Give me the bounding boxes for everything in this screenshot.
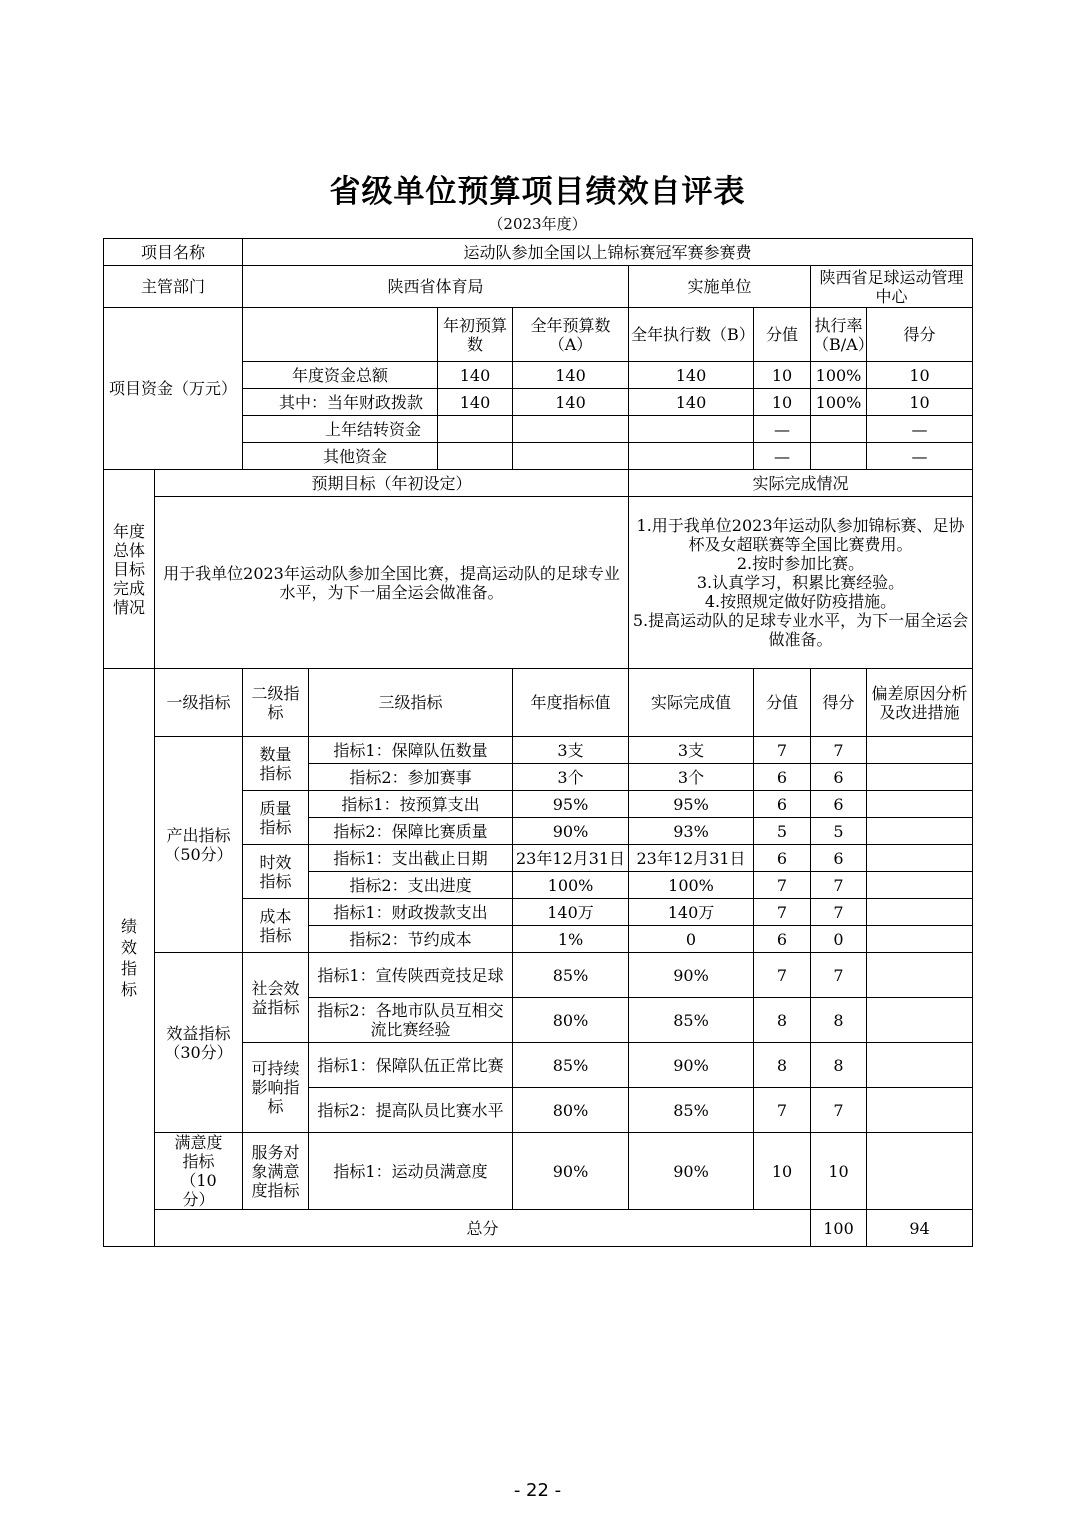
perf-label: 绩效指标	[104, 669, 155, 1247]
fund-cell: 140	[513, 389, 629, 416]
goals-actual-line: 2.按时参加比赛。	[736, 554, 865, 573]
perf-item-target: 140万	[513, 899, 629, 926]
total-label: 总分	[155, 1210, 811, 1247]
fund-cell: —	[754, 443, 811, 470]
fund-cell: 10	[867, 362, 973, 389]
perf-group-satisfaction: 满意度指标（10分）	[155, 1133, 243, 1210]
goals-actual-line: 3.认真学习，积累比赛经验。	[696, 573, 905, 592]
perf-item-actual: 100%	[629, 872, 754, 899]
perf-item-target: 80%	[513, 998, 629, 1043]
perf-item-actual: 93%	[629, 818, 754, 845]
perf-item-score: 7	[754, 872, 811, 899]
perf-sub-quality: 质量指标	[243, 791, 309, 845]
self-evaluation-table	[103, 238, 973, 1247]
perf-item-deviation	[867, 791, 973, 818]
fund-cell: —	[867, 416, 973, 443]
perf-header-got: 得分	[811, 669, 867, 737]
perf-item-target: 90%	[513, 1133, 629, 1210]
perf-header-level1: 一级指标	[155, 669, 243, 737]
perf-group-output: 产出指标（50分）	[155, 737, 243, 953]
fund-cell	[629, 416, 754, 443]
perf-item-name: 指标1：保障队伍正常比赛	[309, 1043, 513, 1088]
fund-header-got: 得分	[867, 308, 973, 362]
perf-item-got: 6	[811, 791, 867, 818]
fund-header-rate: 执行率（B/A）	[811, 308, 867, 362]
perf-item-name: 指标2：节约成本	[309, 926, 513, 953]
fund-header-executed: 全年执行数（B）	[629, 308, 754, 362]
perf-item-got: 6	[811, 845, 867, 872]
fund-cell	[513, 443, 629, 470]
perf-item-actual: 85%	[629, 998, 754, 1043]
perf-item-got: 8	[811, 1043, 867, 1088]
perf-item-got: 5	[811, 818, 867, 845]
fund-row-label: 其中：当年财政拨款	[243, 389, 438, 416]
perf-item-deviation	[867, 872, 973, 899]
fund-cell	[513, 416, 629, 443]
perf-item-name: 指标1：支出截止日期	[309, 845, 513, 872]
goals-actual-header: 实际完成情况	[629, 470, 973, 497]
perf-item-target: 85%	[513, 1043, 629, 1088]
fund-cell: 10	[754, 362, 811, 389]
perf-item-name: 指标1：运动员满意度	[309, 1133, 513, 1210]
fund-cell	[811, 443, 867, 470]
perf-item-deviation	[867, 926, 973, 953]
perf-item-score: 8	[754, 1043, 811, 1088]
impl-unit: 陕西省足球运动管理中心	[811, 266, 973, 308]
impl-label: 实施单位	[629, 266, 811, 308]
perf-item-deviation	[867, 1133, 973, 1210]
perf-header-level2: 二级指标	[243, 669, 309, 737]
perf-item-deviation	[867, 998, 973, 1043]
fund-cell: 10	[867, 389, 973, 416]
perf-item-score: 5	[754, 818, 811, 845]
total-got: 94	[867, 1210, 973, 1247]
perf-item-got: 10	[811, 1133, 867, 1210]
goals-expected: 用于我单位2023年运动队参加全国比赛，提高运动队的足球专业水平，为下一届全运会做准备。	[155, 497, 629, 669]
perf-item-actual: 90%	[629, 1043, 754, 1088]
perf-sub-social: 社会效益指标	[243, 953, 309, 1043]
fund-cell: 140	[438, 389, 513, 416]
perf-header-level3: 三级指标	[309, 669, 513, 737]
perf-item-got: 7	[811, 1088, 867, 1133]
fund-cell	[811, 416, 867, 443]
perf-item-actual: 90%	[629, 1133, 754, 1210]
dept-label: 主管部门	[104, 266, 243, 308]
perf-sub-timeliness: 时效指标	[243, 845, 309, 899]
fund-cell: —	[867, 443, 973, 470]
perf-item-target: 90%	[513, 818, 629, 845]
fund-cell: 140	[513, 362, 629, 389]
perf-item-deviation	[867, 818, 973, 845]
perf-item-got: 7	[811, 899, 867, 926]
perf-sub-sustainable: 可持续影响指标	[243, 1043, 309, 1133]
perf-item-score: 6	[754, 791, 811, 818]
fund-row-label: 其他资金	[243, 443, 438, 470]
perf-item-score: 7	[754, 737, 811, 764]
perf-item-actual: 95%	[629, 791, 754, 818]
perf-sub-quantity: 数量指标	[243, 737, 309, 791]
page-number: - 22 -	[513, 1480, 562, 1501]
perf-item-actual: 90%	[629, 953, 754, 998]
fund-row-label: 上年结转资金	[243, 416, 438, 443]
perf-item-deviation	[867, 899, 973, 926]
project-name: 运动队参加全国以上锦标赛冠军赛参赛费	[243, 239, 973, 266]
fund-cell: —	[754, 416, 811, 443]
perf-sub-service: 服务对象满意度指标	[243, 1133, 309, 1210]
perf-item-got: 7	[811, 872, 867, 899]
perf-item-actual: 140万	[629, 899, 754, 926]
perf-item-score: 10	[754, 1133, 811, 1210]
page-title: 省级单位预算项目绩效自评表	[329, 174, 746, 210]
fund-header-score: 分值	[754, 308, 811, 362]
perf-item-score: 6	[754, 845, 811, 872]
perf-item-got: 6	[811, 764, 867, 791]
perf-item-actual: 0	[629, 926, 754, 953]
fund-row-label: 年度资金总额	[243, 362, 438, 389]
perf-item-deviation	[867, 1088, 973, 1133]
perf-item-target: 85%	[513, 953, 629, 998]
perf-item-got: 0	[811, 926, 867, 953]
fund-cell	[438, 416, 513, 443]
fund-cell: 10	[754, 389, 811, 416]
perf-item-target: 100%	[513, 872, 629, 899]
perf-item-name: 指标2：保障比赛质量	[309, 818, 513, 845]
perf-item-target: 80%	[513, 1088, 629, 1133]
goals-actual-line: 5.提高运动队的足球专业水平，为下一届全运会做准备。	[632, 611, 969, 649]
goals-actual	[629, 497, 973, 669]
perf-item-deviation	[867, 764, 973, 791]
perf-item-target: 1%	[513, 926, 629, 953]
perf-item-deviation	[867, 737, 973, 764]
perf-item-target: 23年12月31日	[513, 845, 629, 872]
perf-header-deviation: 偏差原因分析及改进措施	[867, 669, 973, 737]
perf-item-score: 7	[754, 953, 811, 998]
perf-header-score: 分值	[754, 669, 811, 737]
fund-cell	[438, 443, 513, 470]
perf-item-name: 指标1：财政拨款支出	[309, 899, 513, 926]
goals-actual-line: 4.按照规定做好防疫措施。	[704, 592, 897, 611]
perf-item-target: 3支	[513, 737, 629, 764]
dept-value: 陕西省体育局	[243, 266, 629, 308]
perf-item-actual: 3个	[629, 764, 754, 791]
fund-cell: 140	[629, 389, 754, 416]
perf-item-name: 指标2：各地市队员互相交流比赛经验	[309, 998, 513, 1043]
goals-actual-line: 1.用于我单位2023年运动队参加锦标赛、足协杯及女超联赛等全国比赛费用。	[636, 516, 965, 554]
perf-header-target: 年度指标值	[513, 669, 629, 737]
page-subtitle: （2023年度）	[488, 215, 587, 233]
goals-label: 年度总体目标完成情况	[104, 470, 155, 669]
project-name-label: 项目名称	[104, 239, 243, 266]
perf-item-name: 指标1：保障队伍数量	[309, 737, 513, 764]
perf-item-score: 8	[754, 998, 811, 1043]
fund-cell: 140	[438, 362, 513, 389]
perf-item-score: 6	[754, 926, 811, 953]
perf-item-name: 指标2：参加赛事	[309, 764, 513, 791]
perf-item-actual: 23年12月31日	[629, 845, 754, 872]
perf-item-got: 7	[811, 737, 867, 764]
perf-header-actual: 实际完成值	[629, 669, 754, 737]
perf-item-score: 7	[754, 1088, 811, 1133]
fund-cell: 100%	[811, 389, 867, 416]
perf-item-actual: 85%	[629, 1088, 754, 1133]
fund-cell: 140	[629, 362, 754, 389]
perf-item-target: 3个	[513, 764, 629, 791]
perf-item-name: 指标1：宣传陕西竞技足球	[309, 953, 513, 998]
perf-item-target: 95%	[513, 791, 629, 818]
fund-header-budget: 全年预算数（A）	[513, 308, 629, 362]
fund-label: 项目资金（万元）	[104, 308, 243, 470]
perf-item-deviation	[867, 845, 973, 872]
perf-item-deviation	[867, 953, 973, 998]
fund-cell	[629, 443, 754, 470]
perf-item-score: 7	[754, 899, 811, 926]
perf-item-name: 指标2：支出进度	[309, 872, 513, 899]
total-score: 100	[811, 1210, 867, 1247]
perf-item-got: 8	[811, 998, 867, 1043]
perf-item-name: 指标1：按预算支出	[309, 791, 513, 818]
fund-header-blank	[243, 308, 438, 362]
perf-item-name: 指标2：提高队员比赛水平	[309, 1088, 513, 1133]
perf-group-benefit: 效益指标（30分）	[155, 953, 243, 1133]
fund-header-initial: 年初预算数	[438, 308, 513, 362]
fund-cell: 100%	[811, 362, 867, 389]
perf-item-deviation	[867, 1043, 973, 1088]
perf-item-score: 6	[754, 764, 811, 791]
goals-expected-header: 预期目标（年初设定）	[155, 470, 629, 497]
perf-item-got: 7	[811, 953, 867, 998]
perf-item-actual: 3支	[629, 737, 754, 764]
perf-sub-cost: 成本指标	[243, 899, 309, 953]
